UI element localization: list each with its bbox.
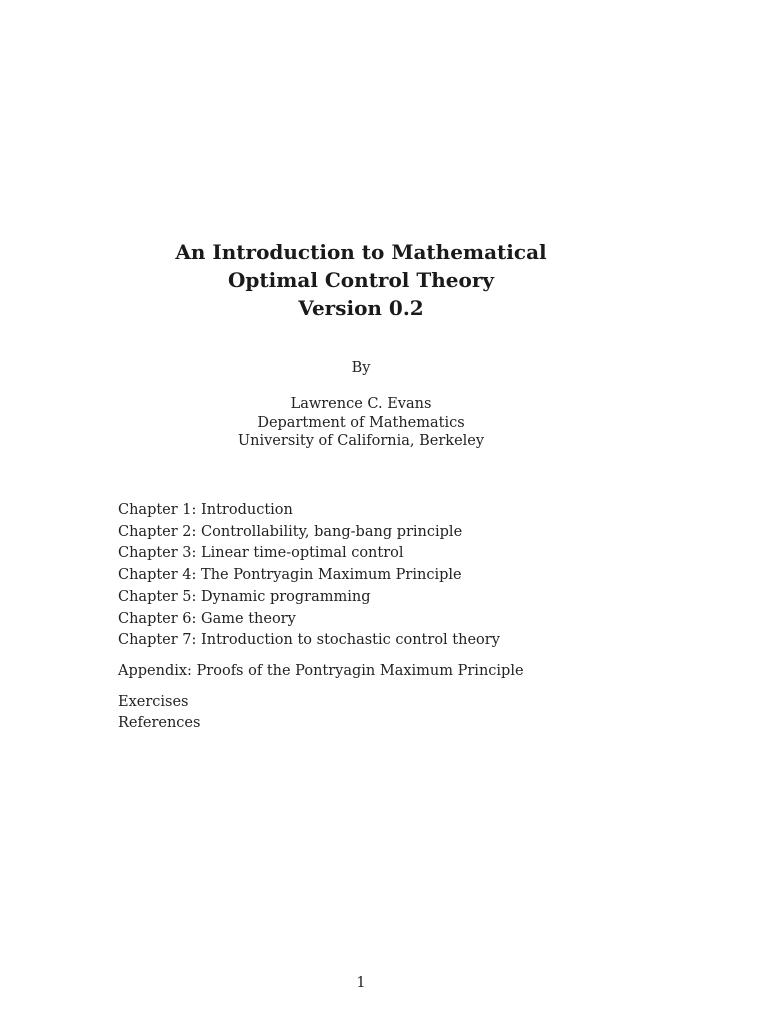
author-department: Department of Mathematics: [257, 414, 465, 431]
chapter-item: Chapter 6: Game theory: [118, 610, 296, 627]
title-line: An Introduction to Mathematical: [175, 240, 547, 264]
chapter-item: Chapter 7: Introduction to stochastic control theory: [118, 632, 500, 649]
by-label: By: [351, 360, 371, 376]
page-number: 1: [356, 975, 366, 991]
title-line: Version 0.2: [298, 296, 424, 320]
author-institution: University of California, Berkeley: [237, 433, 485, 449]
back-matter-list: [118, 692, 718, 735]
appendix-entry: [118, 661, 718, 683]
toc-spacer: [118, 683, 718, 692]
chapter-list: [118, 500, 718, 652]
references-item: References: [118, 715, 201, 732]
toc-spacer: [118, 652, 718, 661]
chapter-item: Chapter 2: Controllability, bang-bang principle: [118, 523, 463, 540]
chapter-item: Chapter 3: Linear time-optimal control: [118, 545, 404, 562]
table-of-contents: [118, 500, 718, 735]
author-name: Lawrence C. Evans: [290, 396, 432, 412]
title-line: Optimal Control Theory: [227, 268, 495, 292]
chapter-item: Chapter 1: Introduction: [118, 502, 293, 518]
author-block: [0, 395, 722, 451]
chapter-item: Chapter 5: Dynamic programming: [118, 588, 371, 605]
chapter-item: Chapter 4: The Pontryagin Maximum Principle: [118, 567, 462, 584]
exercises-item: Exercises: [118, 693, 189, 710]
appendix-item: Appendix: Proofs of the Pontryagin Maximum Principle: [118, 662, 524, 679]
document-title: [0, 238, 722, 322]
